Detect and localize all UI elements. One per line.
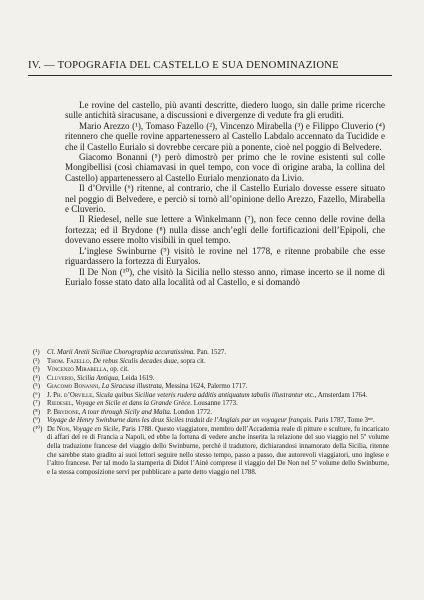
paragraph: Giacomo Bonanni (⁵) però dimostrò per primo che le rovine esistenti sul colle Mongibellisi (così chiamavasi in quel tempo, con voce di origine araba, la collina del Castello) appartenessero al Castello Eurialo menzionato da Livio. bbox=[65, 152, 385, 183]
footnote-title: La Siracusa illustrata, bbox=[100, 383, 164, 391]
paragraph: Mario Arezzo (¹), Tomaso Fazello (²), Vincenzo Mirabella (³) e Filippo Cluverio (⁴) ritennero che quelle rovine appartenessero al Castello Labdalo accennato da Tucidide e che il Castello Eurialo si dovrebbe cercare più a ponente, cioè nel poggio di Belvedere. bbox=[65, 120, 385, 152]
footnote-author: Riedesel, bbox=[47, 400, 74, 408]
footnote-title: Voyage en Sicile, bbox=[70, 425, 120, 433]
footnote-rest: Leida 1619. bbox=[119, 374, 155, 382]
footnote bbox=[33, 392, 389, 401]
paragraph: L’inglese Swinburne (⁹) visitò le rovine nel 1778, e ritenne probabile che esse riguardassero la fortezza di Euryalos. bbox=[65, 245, 385, 267]
footnote-rest: Paris 1788. Questo viaggiatore, membro dell’Accademia reale di pitture e sculture, fu incaricato di affari del re di Francia a Napoli, ed ebbe la fortuna di vedere anche inserita la relazione del suo viaggio nel 5º volume della traduzione francese del viaggio dello Swinburne, perchè il traduttore, dichiarandosi innamorato della Sicilia, ritenne che sarebbe stato gradito ai suoi lettori seguire nello stesso tempo, passo a passo, due autorevoli viaggiatori, uno inglese e l’altro francese. Per tal modo la stamperia di Didot l’Ainè comprese il viaggio del De Non nel 5º volume dello Swinburne, e la stessa composizione servì per pubblicare a parte detto viaggio nel 1788. bbox=[47, 425, 389, 476]
footnote-author: Thom. Fazello, bbox=[47, 357, 92, 365]
footnote-author: Vincenzo Mirabella, bbox=[47, 366, 109, 374]
footnote-author: Giacomo Bonanni, bbox=[47, 383, 101, 391]
footnote bbox=[33, 417, 389, 426]
heading-rule bbox=[28, 75, 392, 76]
footnote-number: (⁶) bbox=[33, 391, 40, 399]
footnote-number: (²) bbox=[33, 357, 40, 365]
footnotes bbox=[33, 349, 389, 477]
footnote bbox=[33, 366, 389, 375]
footnote-rest: etc., Amsterdam 1764. bbox=[303, 391, 368, 399]
footnote-rest: sopra cit. bbox=[178, 357, 206, 365]
chapter-heading: IV. — TOPOGRAFIA DEL CASTELLO E SUA DENOMINAZIONE bbox=[28, 60, 339, 71]
footnote bbox=[33, 358, 389, 367]
footnote bbox=[33, 426, 389, 477]
footnote-rest: Messina 1624, Palermo 1717. bbox=[163, 383, 248, 391]
footnote bbox=[33, 409, 389, 418]
footnote-number: (⁸) bbox=[33, 408, 40, 416]
footnote-title: Cl. Marii Aretii Siciliae Chorographia accuratissima. bbox=[47, 349, 196, 356]
footnote-author: J. Ph. d’Orville, bbox=[47, 391, 94, 399]
footnote-title: Voyage en Sicile et dans la Grande Grèce. bbox=[73, 400, 193, 408]
footnote bbox=[33, 375, 389, 384]
paragraph: Il Riedesel, nelle sue lettere a Winkelmann (⁷), non fece cenno delle rovine della fortezza; ed il Brydone (⁸) nulla disse anch’egli delle fortificazioni dell’Epipoli, che dovevano essere molto visibili in quel tempo. bbox=[65, 214, 385, 246]
footnote-number: (⁹) bbox=[33, 417, 40, 425]
footnote-number: (⁵) bbox=[33, 383, 40, 391]
footnote-title: Sicula quibus Siciliae veteris rudera additis antiquatum tabulis illustrantur bbox=[94, 391, 304, 399]
footnote-number: (¹⁰) bbox=[33, 425, 43, 433]
paragraph: Il De Non (¹⁰), che visitò la Sicilia nello stesso anno, rimase incerto se il nome di Eurialo fosse stato dato alla località od al Castello, e si domandò bbox=[65, 266, 385, 287]
footnote-number: (¹) bbox=[33, 349, 40, 356]
footnote-title: Sicilia Antiqua, bbox=[75, 374, 120, 382]
footnote-author: P. Brydone, bbox=[47, 408, 81, 416]
footnote bbox=[33, 383, 389, 392]
footnote-title: A tour through Sicily and Malta. bbox=[80, 408, 172, 416]
body-text bbox=[65, 100, 385, 287]
footnote-title: De rebus Siculis decades duae, bbox=[91, 357, 179, 365]
footnote-author: De Non, bbox=[47, 425, 71, 433]
footnote-rest: London 1772. bbox=[171, 408, 212, 416]
footnote-rest: Lousanne 1773. bbox=[192, 400, 238, 408]
footnote-number: (⁷) bbox=[33, 400, 40, 408]
footnote-rest: Paris 1787, Tome 3ᵐᵉ. bbox=[312, 417, 375, 425]
footnote bbox=[33, 400, 389, 409]
footnote-rest: Pan. 1527. bbox=[195, 349, 227, 356]
footnote-title: Voyage de Henry Swinburne dans les deux Siciles traduit de l’Anglais par un voyageur français. bbox=[47, 417, 313, 425]
footnote-author: Cluverio, bbox=[47, 374, 76, 382]
footnote-number: (³) bbox=[33, 366, 40, 374]
paragraph: Le rovine del castello, più avanti descritte, diedero luogo, sin dalle prime ricerche sulle antichità siracusane, a discussioni e divergenze di vedute fra gli eruditi. bbox=[65, 100, 385, 121]
footnote-number: (⁴) bbox=[33, 374, 40, 382]
paragraph: Il d’Orville (⁶) ritenne, al contrario, che il Castello Eurialo dovesse essere situato nel poggio di Belvedere, e perciò si tornò all’opinione dello Arezzo, Fazello, Mirabella e Cluverio. bbox=[65, 183, 385, 215]
footnote bbox=[33, 349, 389, 358]
footnote-rest: op. cit. bbox=[108, 366, 129, 374]
